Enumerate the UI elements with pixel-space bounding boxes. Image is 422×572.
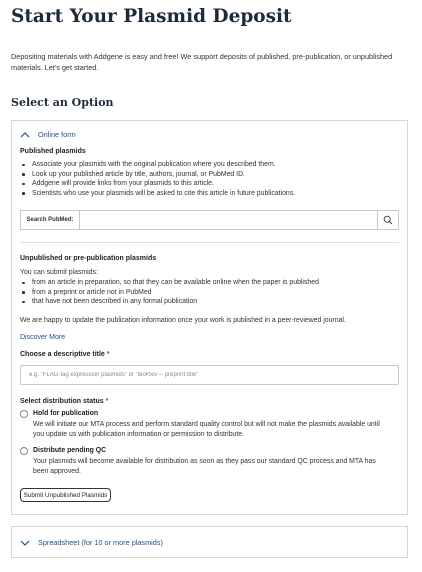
publication-update-note: We are happy to update the publication information once your work is published in a peer-reviewed journal. xyxy=(20,317,346,324)
online-form-label: Online form xyxy=(38,130,76,139)
published-heading: Published plasmids xyxy=(20,148,86,155)
required-marker: * xyxy=(105,398,109,405)
option-description: Your plasmids will become available for distribution as soon as they pass our standard QC process and MTA has been approved. xyxy=(33,458,376,475)
title-field-label xyxy=(20,351,110,358)
distribute-pending-qc-radio[interactable] xyxy=(20,447,28,455)
list-item: Associate your plasmids with the original publication where you described them. xyxy=(20,160,295,170)
title-label-text: Choose a descriptive title xyxy=(20,351,105,358)
chevron-down-icon xyxy=(20,539,30,547)
required-marker: * xyxy=(106,351,110,358)
descriptive-title-input[interactable] xyxy=(20,365,399,385)
option-title: Hold for publication xyxy=(33,410,99,417)
search-icon xyxy=(383,215,393,225)
discover-more-link[interactable]: Discover More xyxy=(20,334,66,341)
chevron-up-icon xyxy=(20,131,30,139)
spreadsheet-toggle[interactable] xyxy=(20,538,163,547)
section-title: Select an Option xyxy=(11,96,114,109)
list-item: from a preprint or article not in PubMed xyxy=(20,288,319,298)
spreadsheet-panel xyxy=(11,526,408,558)
pubmed-search xyxy=(20,210,399,230)
status-label-text: Select distribution status xyxy=(20,398,104,405)
search-pubmed-label: Search PubMed: xyxy=(21,211,80,229)
option-title: Distribute pending QC xyxy=(33,447,107,454)
submit-unpublished-button[interactable]: Submit Unpublished Plasmids xyxy=(20,488,111,502)
pubmed-search-input[interactable] xyxy=(80,211,377,229)
list-item: Addgene will provide links from your plasmids to this article. xyxy=(20,179,295,189)
distribution-status-label xyxy=(20,398,108,405)
search-button[interactable] xyxy=(377,211,398,229)
spreadsheet-label: Spreadsheet (for 10 or more plasmids) xyxy=(38,538,163,547)
divider xyxy=(20,242,399,243)
published-bullets xyxy=(20,160,295,198)
intro-text: Depositing materials with Addgene is easy and free! We support deposits of published, pre-publication, or unpublished materials. Let's get started. xyxy=(11,52,393,72)
list-item: from an article in preparation, so that they can be available online when the paper is published xyxy=(20,278,319,288)
unpublished-intro: You can submit plasmids: xyxy=(20,269,98,276)
unpublished-bullets xyxy=(20,278,319,307)
list-item: Scientists who use your plasmids will be asked to cite this article in future publications. xyxy=(20,189,295,199)
page-title: Start Your Plasmid Deposit xyxy=(11,6,292,27)
option-description: We will initiate our MTA process and perform standard quality control but will not make the plasmids available until you update us with publication information or permission to distribute. xyxy=(33,421,380,438)
online-form-toggle[interactable] xyxy=(20,130,76,139)
list-item: Look up your published article by title, authors, journal, or PubMed ID. xyxy=(20,170,295,180)
unpublished-heading: Unpublished or pre-publication plasmids xyxy=(20,255,157,262)
hold-for-publication-radio[interactable] xyxy=(20,410,28,418)
list-item: that have not been described in any formal publication xyxy=(20,297,319,307)
online-form-panel xyxy=(11,120,408,515)
